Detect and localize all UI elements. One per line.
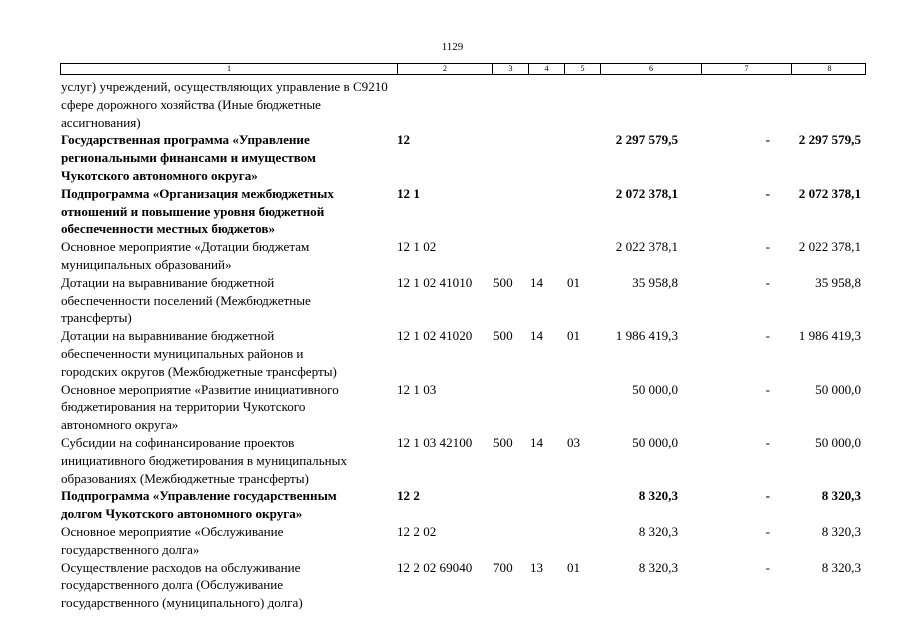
row-total: 8 320,3 (821, 559, 861, 575)
row-subsection: 03 (567, 434, 581, 450)
row-code: 12 2 (397, 488, 420, 504)
row-expense-type: 500 (493, 434, 513, 450)
table-row (0, 131, 905, 184)
row-name-line: Подпрограмма «Организация межбюджетных (61, 185, 334, 201)
row-name-line (61, 78, 397, 96)
row-change: - (765, 239, 770, 255)
row-name-line: долгом Чукотского автономного округа» (61, 506, 303, 522)
row-change: - (765, 434, 770, 450)
row-name-line: обеспеченности поселений (Межбюджетные (61, 292, 311, 308)
row-total: 2 297 579,5 (798, 132, 861, 148)
row-amount: 35 958,8 (632, 274, 678, 290)
row-amount: 50 000,0 (632, 381, 678, 397)
row-name-line: Основное мероприятие «Обслуживание (61, 523, 284, 539)
row-expense-type: 700 (493, 559, 513, 575)
row-amount: 2 072 378,1 (615, 185, 678, 201)
row-name (61, 487, 397, 523)
column-header-5: 5 (564, 64, 600, 74)
row-code: 12 2 02 (397, 523, 437, 539)
row-expense-type: 500 (493, 274, 513, 290)
row-name-line: государственного долга (Обслуживание (61, 577, 284, 593)
row-code: 12 1 02 41010 (397, 274, 473, 290)
table-row (0, 559, 905, 612)
row-name-line: сфере дорожного хозяйства (Иные бюджетные (61, 96, 321, 112)
row-change: - (765, 381, 770, 397)
row-amount: 2 022 378,1 (615, 239, 678, 255)
row-name (61, 131, 397, 184)
row-change: - (765, 185, 770, 201)
row-amount: 8 320,3 (638, 523, 678, 539)
row-name (61, 274, 397, 327)
row-code: 12 1 02 (397, 239, 437, 255)
row-total: 50 000,0 (815, 381, 861, 397)
row-amount: 8 320,3 (638, 488, 678, 504)
row-name-line: муниципальных образований» (61, 256, 232, 272)
row-total: 35 958,8 (815, 274, 861, 290)
row-subsection: 01 (567, 559, 581, 575)
row-name-line: Дотации на выравнивание бюджетной (61, 274, 275, 290)
row-name-line: ассигнования) (61, 114, 141, 130)
table-row (0, 274, 905, 327)
row-name-line: региональными финансами и имуществом (61, 150, 316, 166)
row-change: - (765, 328, 770, 344)
row-name-line: городских округов (Межбюджетные трансферты) (61, 363, 337, 379)
row-name-line: Субсидии на софинансирование проектов (61, 434, 295, 450)
column-header-6: 6 (600, 64, 701, 74)
row-section: 14 (530, 328, 544, 344)
row-amount: 1 986 419,3 (615, 328, 678, 344)
row-total: 8 320,3 (821, 488, 861, 504)
row-name-line: Основное мероприятие «Развитие инициативного (61, 381, 339, 397)
row-name-text: услуг) учреждений, осуществляющих управление в (61, 79, 350, 94)
row-total: 50 000,0 (815, 434, 861, 450)
row-total: 8 320,3 (821, 523, 861, 539)
row-name-line: автономного округа» (61, 417, 179, 433)
table-row (0, 238, 905, 274)
row-name-line: Основное мероприятие «Дотации бюджетам (61, 239, 310, 255)
row-code: 12 (397, 132, 411, 148)
row-code: 12 1 03 (397, 381, 437, 397)
row-section: 13 (530, 559, 544, 575)
row-name-line: Дотации на выравнивание бюджетной (61, 328, 275, 344)
row-name-line: трансферты) (61, 310, 132, 326)
row-name (61, 185, 397, 238)
column-header-8: 8 (791, 64, 867, 74)
row-amount: 8 320,3 (638, 559, 678, 575)
row-total: 2 022 378,1 (798, 239, 861, 255)
row-name-line: государственного (муниципального) долга) (61, 595, 303, 611)
row-expense-type: 500 (493, 328, 513, 344)
row-name-line: Государственная программа «Управление (61, 132, 310, 148)
row-change: - (765, 488, 770, 504)
row-name-line: инициативного бюджетирования в муниципальных (61, 452, 348, 468)
row-name (61, 523, 397, 559)
table-row (0, 434, 905, 487)
row-amount: 2 297 579,5 (615, 132, 678, 148)
row-subsection: 01 (567, 328, 581, 344)
column-header-2: 2 (397, 64, 492, 74)
row-name-line: государственного долга» (61, 541, 200, 557)
row-section: 14 (530, 434, 544, 450)
page-number: 1129 (441, 41, 464, 53)
row-subsection: 01 (567, 274, 581, 290)
row-total: 2 072 378,1 (798, 185, 861, 201)
column-header-4: 4 (528, 64, 564, 74)
table-row (0, 523, 905, 559)
row-total: 1 986 419,3 (798, 328, 861, 344)
budget-table-body (0, 78, 905, 612)
column-header-row (60, 63, 866, 75)
row-name (61, 559, 397, 612)
row-name-line: бюджетирования на территории Чукотского (61, 399, 306, 415)
column-header-7: 7 (701, 64, 791, 74)
row-name (61, 327, 397, 380)
row-amount: 50 000,0 (632, 434, 678, 450)
table-row (0, 381, 905, 434)
row-name-line: образованиях (Межбюджетные трансферты) (61, 470, 309, 486)
row-section: 14 (530, 274, 544, 290)
column-header-1: 1 (227, 64, 231, 73)
table-row (0, 487, 905, 523)
row-name-line: Чукотского автономного округа» (61, 167, 258, 183)
row-name (61, 78, 397, 131)
row-name-line: обеспеченности местных бюджетов» (61, 221, 276, 237)
row-name (61, 381, 397, 434)
row-name-line: Осуществление расходов на обслуживание (61, 559, 301, 575)
row-code: 12 1 03 42100 (397, 434, 473, 450)
table-row (0, 78, 905, 131)
row-name (61, 434, 397, 487)
row-change: - (765, 274, 770, 290)
row-code: 12 2 02 69040 (397, 559, 473, 575)
table-row (0, 327, 905, 380)
column-header-3: 3 (492, 64, 528, 74)
row-change: - (765, 523, 770, 539)
row-name-line: отношений и повышение уровня бюджетной (61, 203, 325, 219)
row-code: 12 1 (397, 185, 420, 201)
row-name-line: обеспеченности муниципальных районов и (61, 345, 304, 361)
row-name (61, 238, 397, 274)
table-row (0, 185, 905, 238)
row-code-inline: С9210 (352, 79, 388, 94)
row-change: - (765, 132, 770, 148)
row-name-line: Подпрограмма «Управление государственным (61, 488, 337, 504)
row-change: - (765, 559, 770, 575)
row-code: 12 1 02 41020 (397, 328, 473, 344)
